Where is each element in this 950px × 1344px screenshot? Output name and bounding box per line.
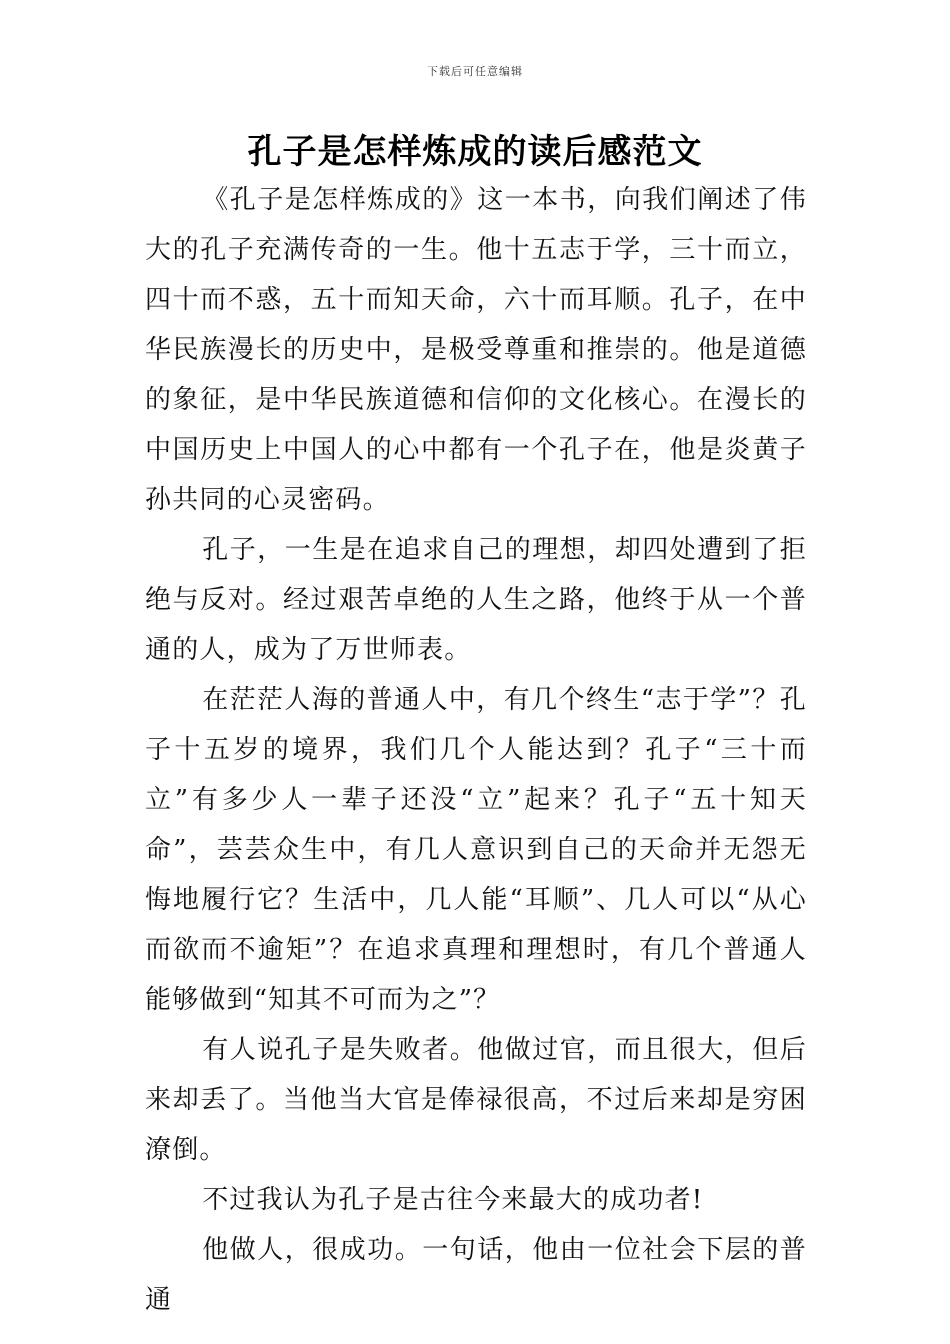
paragraph: 他做人，很成功。一句话，他由一位社会下层的普通 <box>145 1235 807 1315</box>
paragraph: 在茫茫人海的普通人中，有几个终生“志于学”？孔子十五岁的境界，我们几个人能达到？孔子“三十而立”有多少人一辈子还没“立”起来？孔子“五十知天命”，芸芸众生中，有几人意识到自己的天命并无怨无悔地履行它？生活中，几人能“耳顺”、几人可以“从心而欲而不逾矩”？在追求真理和理想时，有几个普通人能够做到“知其不可而为之”？ <box>145 685 807 1015</box>
document-title: 孔子是怎样炼成的读后感范文 <box>247 132 703 172</box>
document-body <box>145 175 807 1325</box>
header-note: 下载后可任意编辑 <box>427 65 523 78</box>
paragraph: 有人说孔子是失败者。他做过官，而且很大，但后来却丢了。当他当大官是俸禄很高，不过后来却是穷困潦倒。 <box>145 1035 807 1165</box>
paragraph: 不过我认为孔子是古往今来最大的成功者! <box>202 1185 704 1215</box>
paragraph: 孔子，一生是在追求自己的理想，却四处遭到了拒绝与反对。经过艰苦卓绝的人生之路，他终于从一个普通的人，成为了万世师表。 <box>145 535 807 665</box>
paragraph: 《孔子是怎样炼成的》这一本书，向我们阐述了伟大的孔子充满传奇的一生。他十五志于学，三十而立，四十而不惑，五十而知天命，六十而耳顺。孔子，在中华民族漫长的历史中，是极受尊重和推崇的。他是道德的象征，是中华民族道德和信仰的文化核心。在漫长的中国历史上中国人的心中都有一个孔子在，他是炎黄子孙共同的心灵密码。 <box>145 185 807 515</box>
